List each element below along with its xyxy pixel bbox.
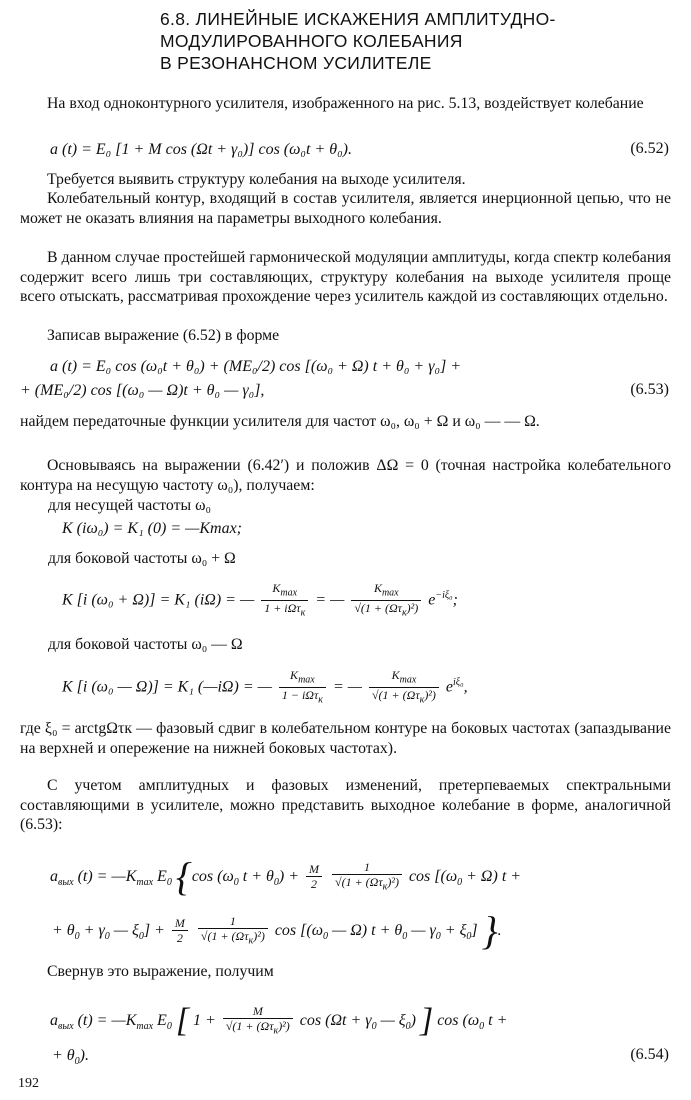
- equation-6-53-line-1: a (t) = E₀ cos (ω₀t + θ₀) + (ME₀/2) cos [(ω₀ + Ω) t + θ₀ + γ₀] +: [50, 358, 462, 375]
- paragraph-based: Основываясь на выражении (6.42′) и положив ΔΩ = 0 (точная настройка колебательного контура на несущую частоту ω₀), получаем:: [20, 457, 671, 494]
- label-upper-sideband: для боковой частоты ω₀ + Ω: [48, 550, 236, 567]
- title-line-1: 6.8. ЛИНЕЙНЫЕ ИСКАЖЕНИЯ АМПЛИТУДНО-: [160, 9, 556, 29]
- equation-k-upper: K [i (ω₀ + Ω)] = K₁ (iΩ) = — $\frac{K_{max}}{1 + i\Omega\tau_к}$ = — $\frac{K_{max}}{√(1 + (\Omega\tau_к)^2)}$ $e^{-i\xi_0}$;: [62, 581, 458, 619]
- equation-k-lower-lhs: K [i (ω₀ — Ω)] = K₁ (—iΩ) = —: [62, 678, 272, 696]
- paragraph-amplitude-phase: С учетом амплитудных и фазовых изменений, претерпеваемых спектральными составляющими в усилителе, можно представить выходное колебание в форме, аналогичной (6.53):: [20, 777, 671, 833]
- section-title: [160, 8, 680, 74]
- equation-output-line-2: + $\theta_0 + \gamma_0$ — $\xi_0$] + $\frac{M}{2}$ $\frac{1}{√(1 + (\Omega\tau_к)^2)}$ $\cos [(\omega_0$ — Ω) $t + \theta_0$ — $\gamma_0 + \xi_0$] }.: [52, 908, 502, 954]
- equation-k-lower: K [i (ω₀ — Ω)] = K₁ (—iΩ) = — $\frac{K_{max}}{1 - i\Omega\tau_к}$ = — $\frac{K_{max}}{√(1 + (\Omega\tau_к)^2)}$ $e^{i\xi_0}$,: [62, 668, 468, 706]
- paragraph-intro: На вход одноконтурного усилителя, изображенного на рис. 5.13, воздействует колебание: [47, 95, 644, 112]
- paragraph-contour: Колебательный контур, входящий в состав усилителя, является инерционной цепью, что не может не оказать влияния на параметры выходного колебания.: [20, 190, 671, 227]
- equation-number-6-52: (6.52): [630, 140, 669, 157]
- equation-k-upper-lhs: K [i (ω₀ + Ω)] = K₁ (iΩ) = —: [62, 591, 255, 609]
- fraction-kmax-over-1-plus: $\frac{K_{max}}{1 + i\Omega\tau_к}$: [261, 581, 308, 621]
- equation-number-6-53: (6.53): [630, 381, 669, 398]
- paragraph-spectrum: В данном случае простейшей гармонической модуляции амплитуды, когда спектр колебания содержит всего лишь три составляющих, структуру колебания на выходе усилителя проще всего отыскать, рассматривая прохождение через усилитель каждой из составляющих отдельно.: [20, 249, 671, 305]
- equation-output-line-1: $a_{вых}$ $(t) = —K_{max}$ $E_0$ {cos ($\omega_0$ $t + \theta_0$) + $\frac{M}{2}$ $\frac{1}{√(1 + (\Omega\tau_к)^2)}$ $\cos [(\omega_0 + \Omega) t$ +: [50, 854, 522, 900]
- paragraph-fold: Свернув это выражение, получим: [47, 963, 274, 980]
- title-line-3: В РЕЗОНАНСНОМ УСИЛИТЕЛЕ: [160, 53, 432, 73]
- equation-6-52: a (t) = E₀ [1 + M cos (Ωt + γ₀)] cos (ω₀t + θ₀).: [50, 141, 352, 158]
- equation-6-54-line-2: + $\theta_0$).: [52, 1047, 89, 1068]
- equation-number-6-54: (6.54): [630, 1046, 669, 1063]
- paragraph-phase-shift: где ξ₀ = arctgΩτк — фазовый сдвиг в колебательном контуре на боковых частотах (запаздывание на верхней и опережение на нижней боковых частотах).: [20, 720, 671, 757]
- equation-6-53-line-2: + (ME₀/2) cos [(ω₀ — Ω)t + θ₀ — γ₀],: [20, 382, 265, 399]
- equation-6-54-line-1: $a_{вых}$ $(t) = —K_{max}$ $E_0$ [ 1 + $\frac{M}{√(1 + (\Omega\tau_к)^2)}$ $\cos (\Omega t + \gamma_0$ — $\xi_0$) ] $\cos (\omega_0$ t +: [50, 1002, 508, 1040]
- paragraph-find: найдем передаточные функции усилителя для частот ω₀, ω₀ + Ω и ω₀ — — Ω.: [20, 413, 540, 430]
- page-number: 192: [18, 1076, 39, 1091]
- fraction-kmax-over-sqrt: $\frac{K_{max}}{√(1 + (\Omega\tau_к)^2)}$: [351, 581, 421, 621]
- label-carrier: для несущей частоты ω₀: [48, 497, 211, 514]
- paragraph-write: Записав выражение (6.52) в форме: [47, 327, 280, 344]
- paragraph-task: Требуется выявить структуру колебания на выходе усилителя.: [47, 171, 466, 188]
- title-line-2: МОДУЛИРОВАННОГО КОЛЕБАНИЯ: [160, 31, 463, 51]
- fraction-kmax-over-1-minus: $\frac{K_{max}}{1 - i\Omega\tau_к}$: [279, 668, 326, 708]
- fraction-kmax-over-sqrt-2: $\frac{K_{max}}{√(1 + (\Omega\tau_к)^2)}$: [369, 668, 439, 708]
- label-lower-sideband: для боковой частоты ω₀ — Ω: [48, 636, 243, 653]
- equation-k-carrier: K (iω₀) = K₁ (0) = —Kmax;: [62, 520, 242, 537]
